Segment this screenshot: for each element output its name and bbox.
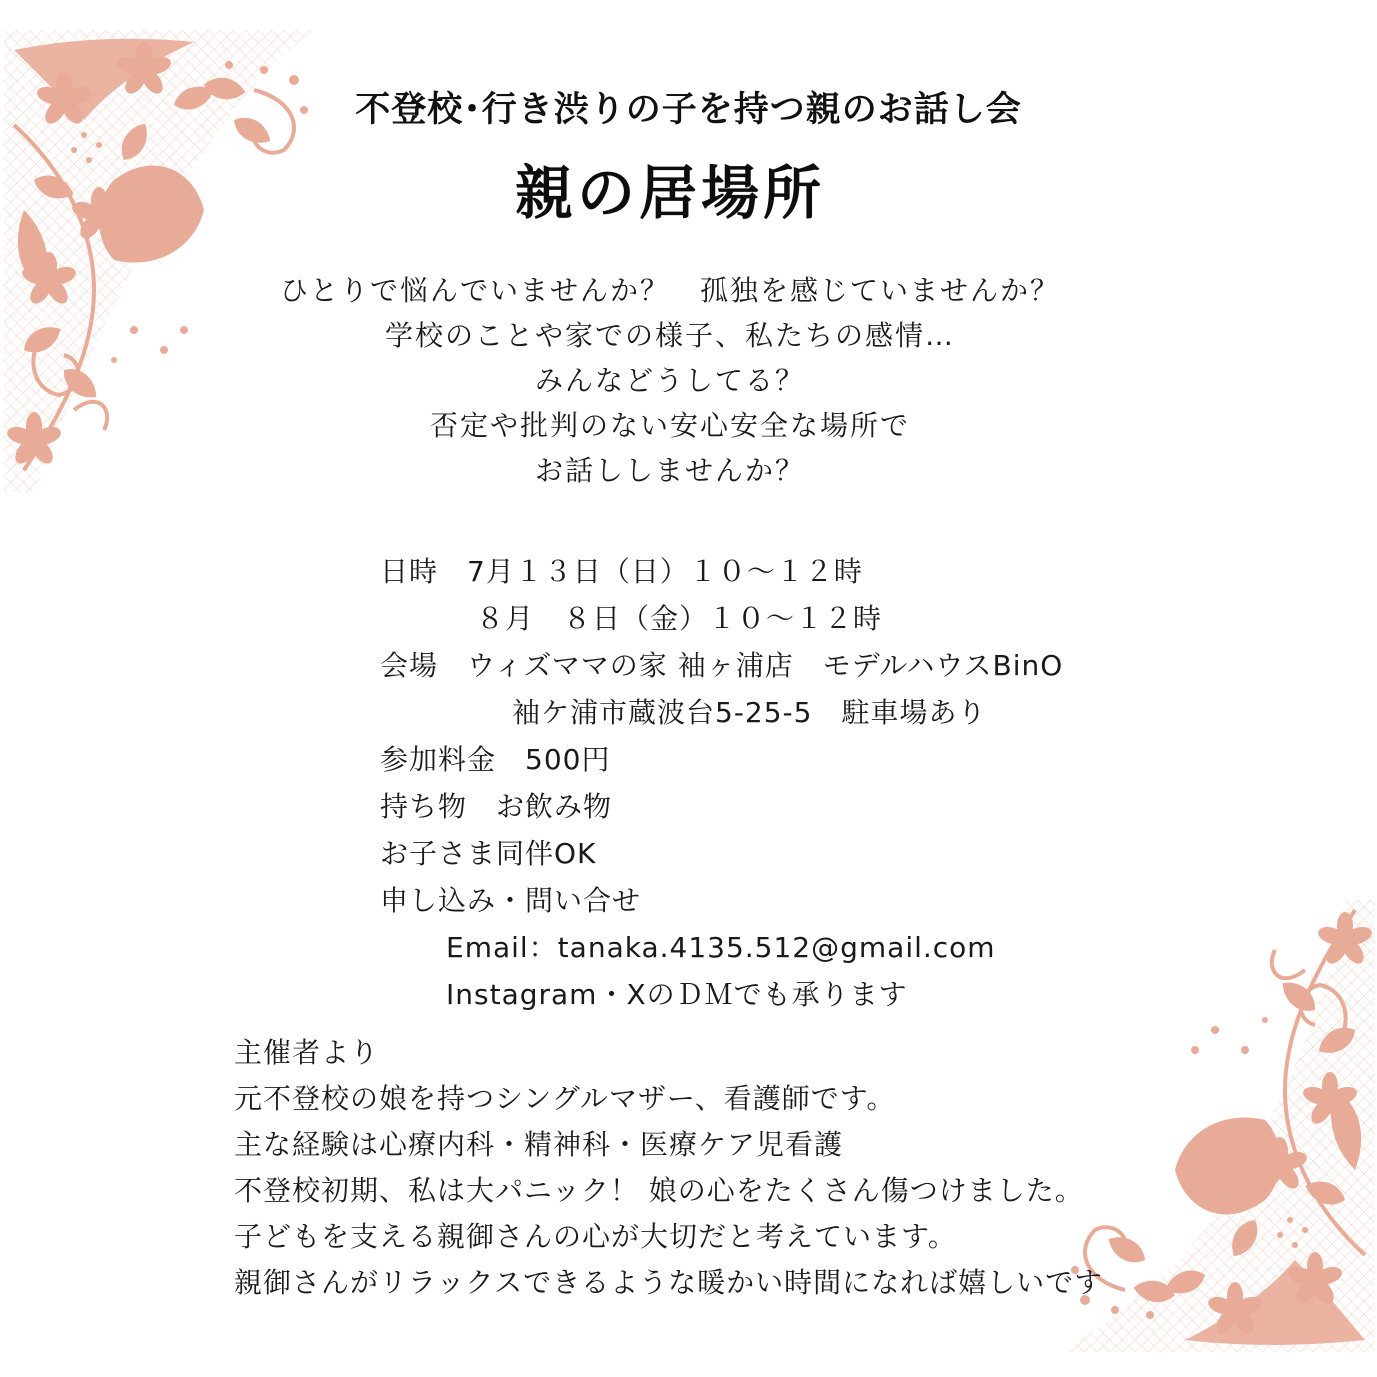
date-row <box>380 548 1063 595</box>
intro-line: 学校のことや家での様子、私たちの感情… <box>384 319 955 352</box>
fee-label: 参加料金 <box>380 743 497 776</box>
venue-label: 会場 <box>380 649 439 682</box>
date-label: 日時 <box>380 555 439 588</box>
intro-line: みんなどうしてる？ <box>534 364 805 397</box>
fee-value: 500円 <box>525 743 611 776</box>
contact-dm-note: Instagram・XのＤＭでも承ります <box>446 978 908 1011</box>
organizer-line: 元不登校の娘を持つシングルマザー、看護師です。 <box>234 1082 896 1115</box>
intro-line: 否定や批判のない安心安全な場所で <box>429 409 910 442</box>
bring-row <box>380 783 1063 830</box>
organizer-line: 主な経験は心療内科・精神科・医療ケア児看護 <box>234 1128 844 1161</box>
organizer-line: 不登校初期、私は大パニック！ 娘の心をたくさん傷つけました。 <box>234 1174 1084 1207</box>
organizer-line: 子どもを支える親御さんの心が大切だと考えています。 <box>234 1220 957 1253</box>
bring-label: 持ち物 <box>380 790 468 823</box>
date-value-1: 7月１３日（日）１０～１２時 <box>467 555 863 588</box>
venue-value: ウィズママの家 袖ヶ浦店 モデルハウスBinO <box>467 649 1064 682</box>
venue-address: 袖ケ浦市蔵波台5-25-5 駐車場あり <box>512 696 987 729</box>
venue-row <box>380 642 1063 689</box>
organizer-heading: 主催者より <box>234 1036 380 1069</box>
intro-message <box>0 268 1340 493</box>
date-value-2: ８月 ８日（金）１０～１２時 <box>476 602 883 635</box>
event-details <box>380 548 1063 1018</box>
organizer-message <box>234 1030 1103 1306</box>
intro-line: お話ししませんか？ <box>534 454 805 487</box>
contact-label: 申し込み・問い合せ <box>380 884 642 917</box>
lace-corner-bottom-right <box>1065 900 1375 1352</box>
fee-row <box>380 736 1063 783</box>
contact-email: Email：tanaka.4135.512@gmail.com <box>446 931 996 964</box>
event-subtitle: 不登校･行き渋りの子を持つ親のお話し会 <box>355 90 1022 130</box>
children-note: お子さま同伴OK <box>380 837 597 870</box>
organizer-line: 親御さんがリラックスできるような暖かい時間になれば嬉しいです <box>234 1266 1104 1299</box>
bring-value: お飲み物 <box>496 790 613 823</box>
event-title: 親の居場所 <box>514 159 825 227</box>
intro-line: ひとりで悩んでいませんか？ 孤独を感じていませんか？ <box>279 274 1060 307</box>
